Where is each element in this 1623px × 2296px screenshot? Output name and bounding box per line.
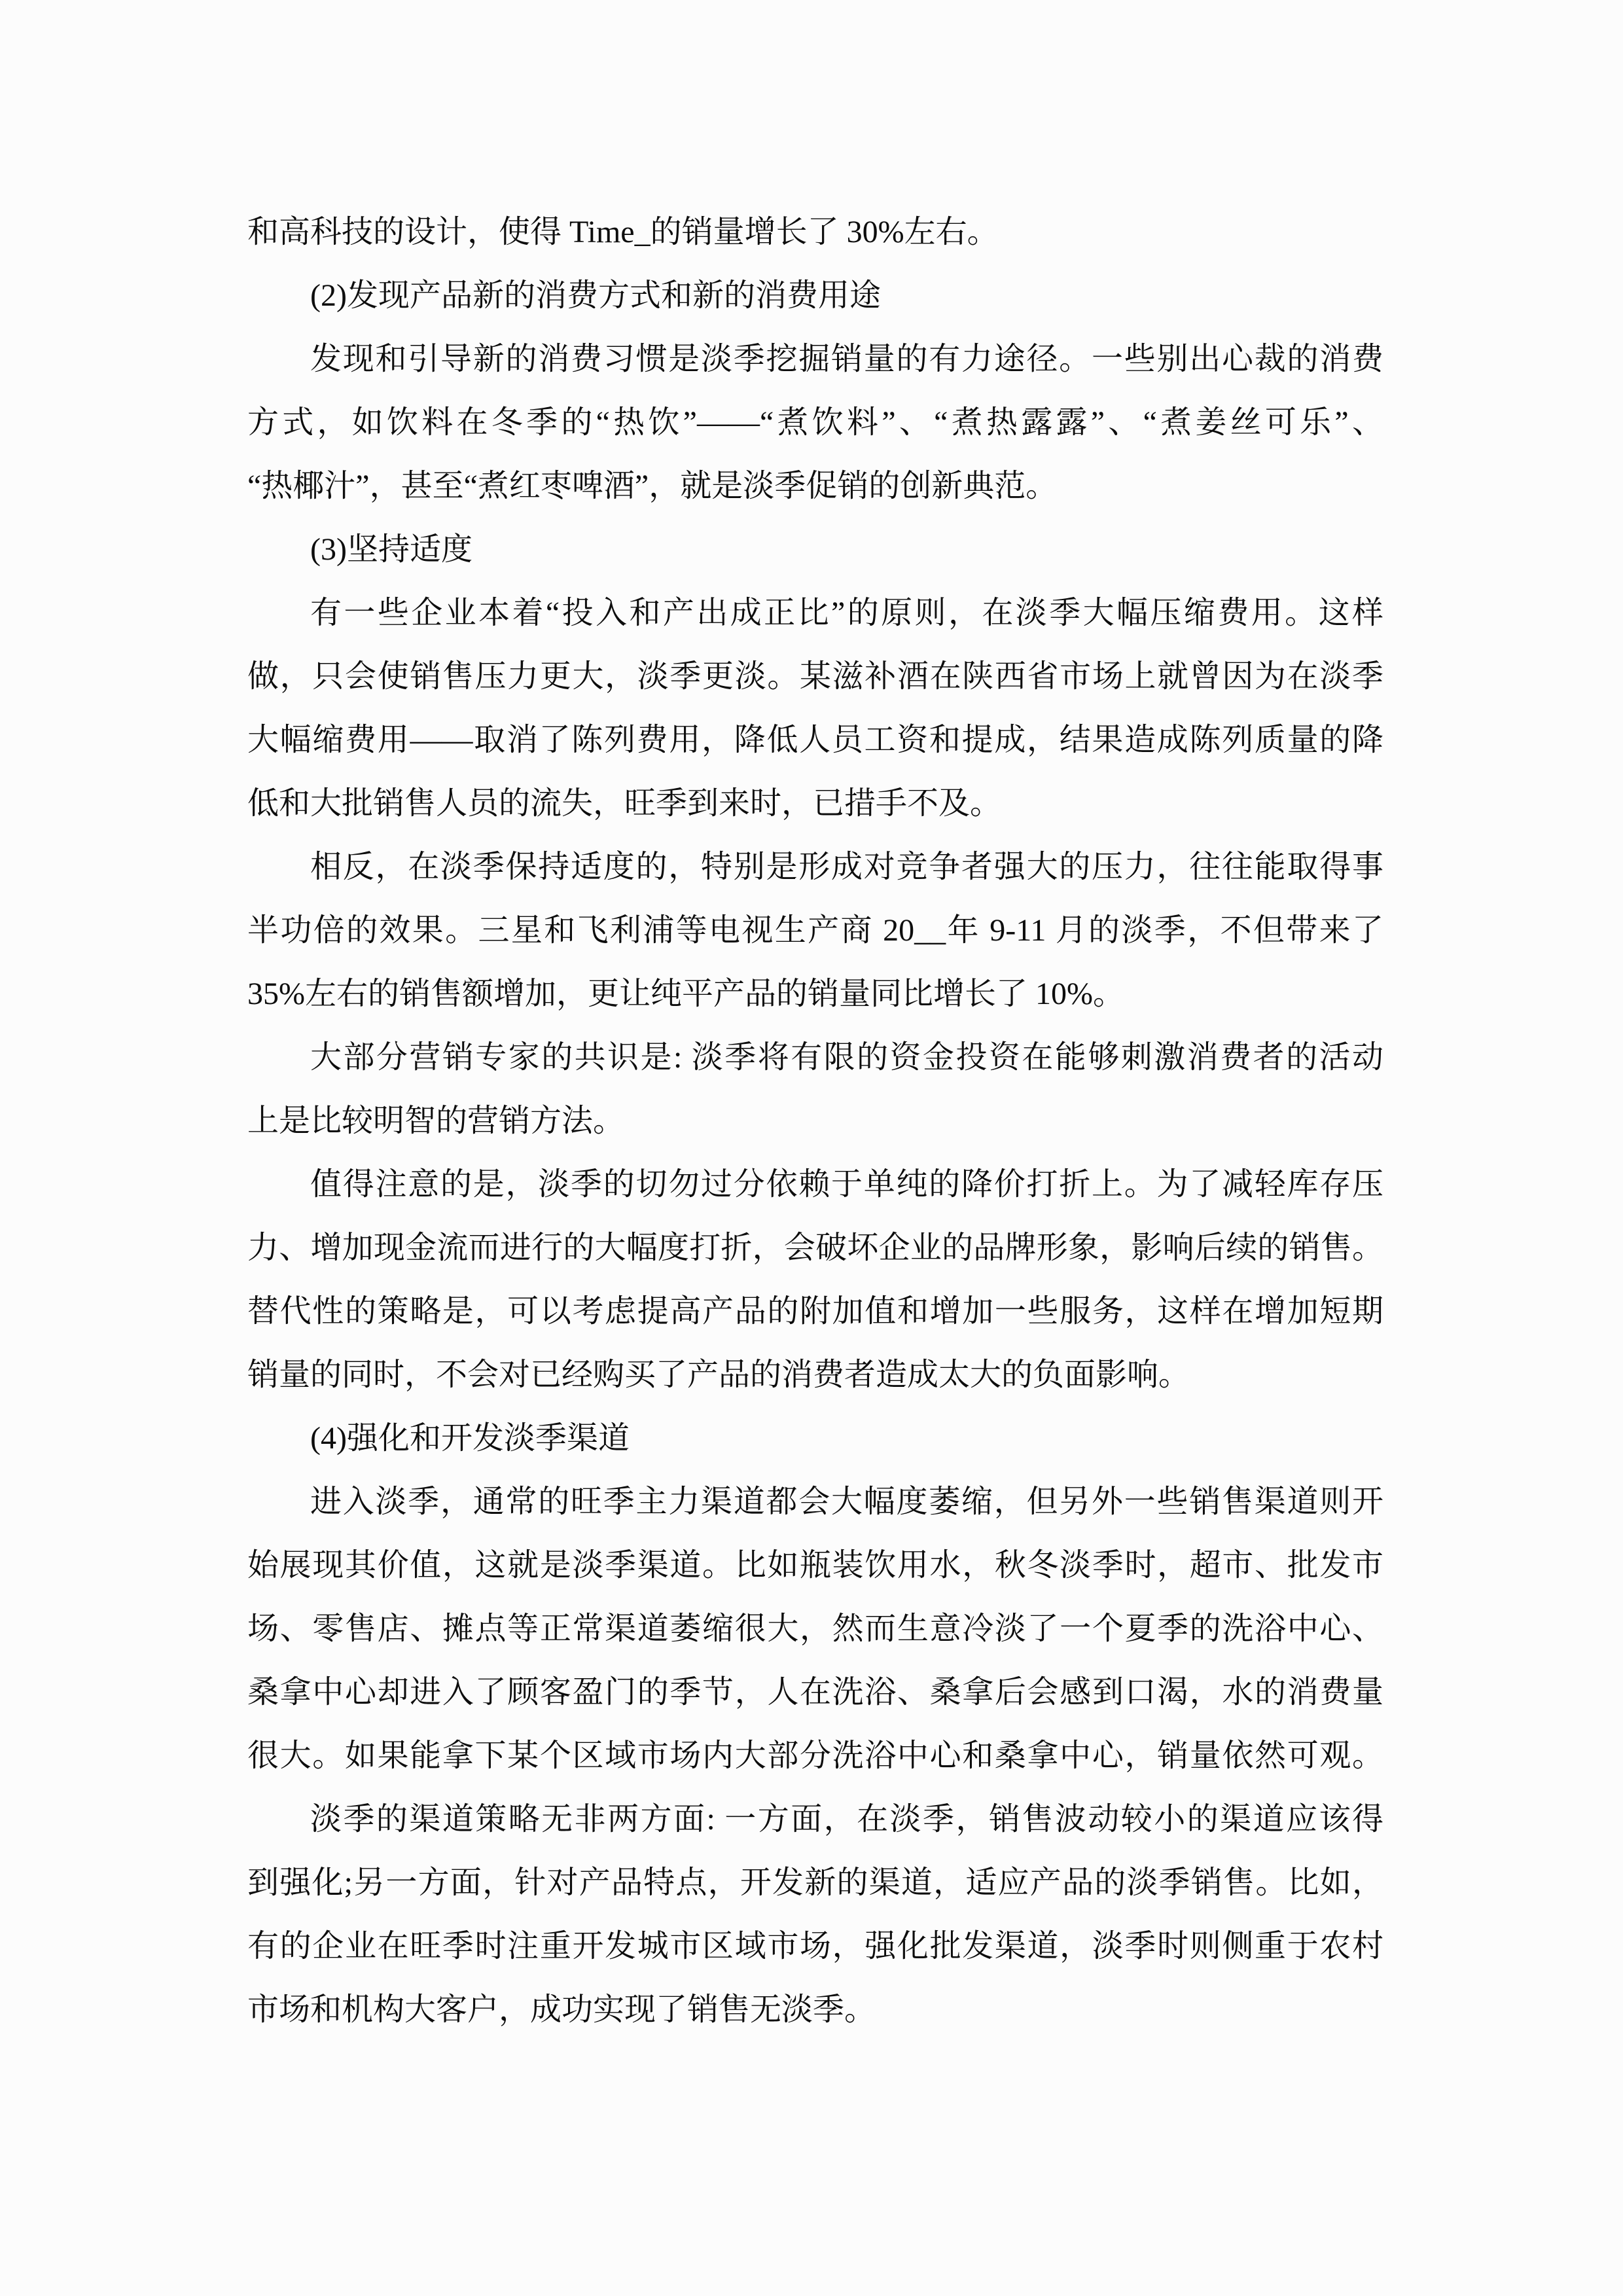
text-line: 相反，在淡季保持适度的，特别是形成对竞争者强大的压力，往往能取得事: [310, 850, 1383, 884]
text-line: 有一些企业本着“投入和产出成正比”的原则，在淡季大幅压缩费用。这样: [310, 596, 1383, 630]
text-line: 35%左右的销售额增加，更让纯平产品的销量同比增长了 10%。: [247, 977, 1124, 1011]
text-line: 进入淡季，通常的旺季主力渠道都会大幅度萎缩，但另外一些销售渠道则开: [310, 1484, 1383, 1519]
text-line: 淡季的渠道策略无非两方面: 一方面，在淡季，销售波动较小的渠道应该得: [310, 1802, 1383, 1837]
document-body: [247, 200, 1383, 2041]
text-line: 很大。如果能拿下某个区域市场内大部分洗浴中心和桑拿中心，销量依然可观。: [247, 1738, 1383, 1773]
text-line: 值得注意的是，淡季的切勿过分依赖于单纯的降价打折上。为了减轻库存压: [310, 1167, 1383, 1202]
text-line: 做，只会使销售压力更大，淡季更淡。某滋补酒在陕西省市场上就曾因为在淡季: [247, 659, 1383, 694]
text-line: 大部分营销专家的共识是: 淡季将有限的资金投资在能够刺激消费者的活动: [310, 1040, 1383, 1075]
text-line: 场、零售店、摊点等正常渠道萎缩很大，然而生意冷淡了一个夏季的洗浴中心、: [247, 1611, 1383, 1646]
text-line: 力、增加现金流而进行的大幅度打折，会破坏企业的品牌形象，影响后续的销售。: [247, 1230, 1383, 1265]
text-line: 低和大批销售人员的流失，旺季到来时，已措手不及。: [247, 786, 1002, 821]
text-line: 半功倍的效果。三星和飞利浦等电视生产商 20__年 9-11 月的淡季，不但带来了: [247, 913, 1383, 948]
text-line: (2)发现产品新的消费方式和新的消费用途: [310, 278, 881, 313]
text-line: 和高科技的设计，使得 Time_的销量增长了 30%左右。: [247, 215, 999, 249]
text-line: 始展现其价值，这就是淡季渠道。比如瓶装饮用水，秋冬淡季时，超市、批发市: [247, 1548, 1383, 1583]
text-line: 销量的同时，不会对已经购买了产品的消费者造成太大的负面影响。: [247, 1357, 1190, 1392]
text-line: 方式，如饮料在冬季的“热饮”——“煮饮料”、“煮热露露”、“煮姜丝可乐”、: [247, 405, 1383, 440]
text-line: 到强化;另一方面，针对产品特点，开发新的渠道，适应产品的淡季销售。比如，: [247, 1865, 1383, 1900]
text-line: 替代性的策略是，可以考虑提高产品的附加值和增加一些服务，这样在增加短期: [247, 1294, 1383, 1329]
text-line: 桑拿中心却进入了顾客盈门的季节，人在洗浴、桑拿后会感到口渴，水的消费量: [247, 1675, 1383, 1710]
text-line: (4)强化和开发淡季渠道: [310, 1421, 630, 1456]
text-line: 发现和引导新的消费习惯是淡季挖掘销量的有力途径。一些别出心裁的消费: [310, 342, 1383, 376]
text-line: (3)坚持适度: [310, 532, 473, 567]
text-line: 有的企业在旺季时注重开发城市区域市场，强化批发渠道，淡季时则侧重于农村: [247, 1929, 1383, 1964]
text-line: 市场和机构大客户，成功实现了销售无淡季。: [247, 1992, 876, 2027]
text-line: 上是比较明智的营销方法。: [247, 1103, 625, 1138]
text-line: 大幅缩费用——取消了陈列费用，降低人员工资和提成，结果造成陈列质量的降: [247, 723, 1383, 757]
text-line: “热椰汁”，甚至“煮红枣啤酒”，就是淡季促销的创新典范。: [247, 469, 1058, 503]
